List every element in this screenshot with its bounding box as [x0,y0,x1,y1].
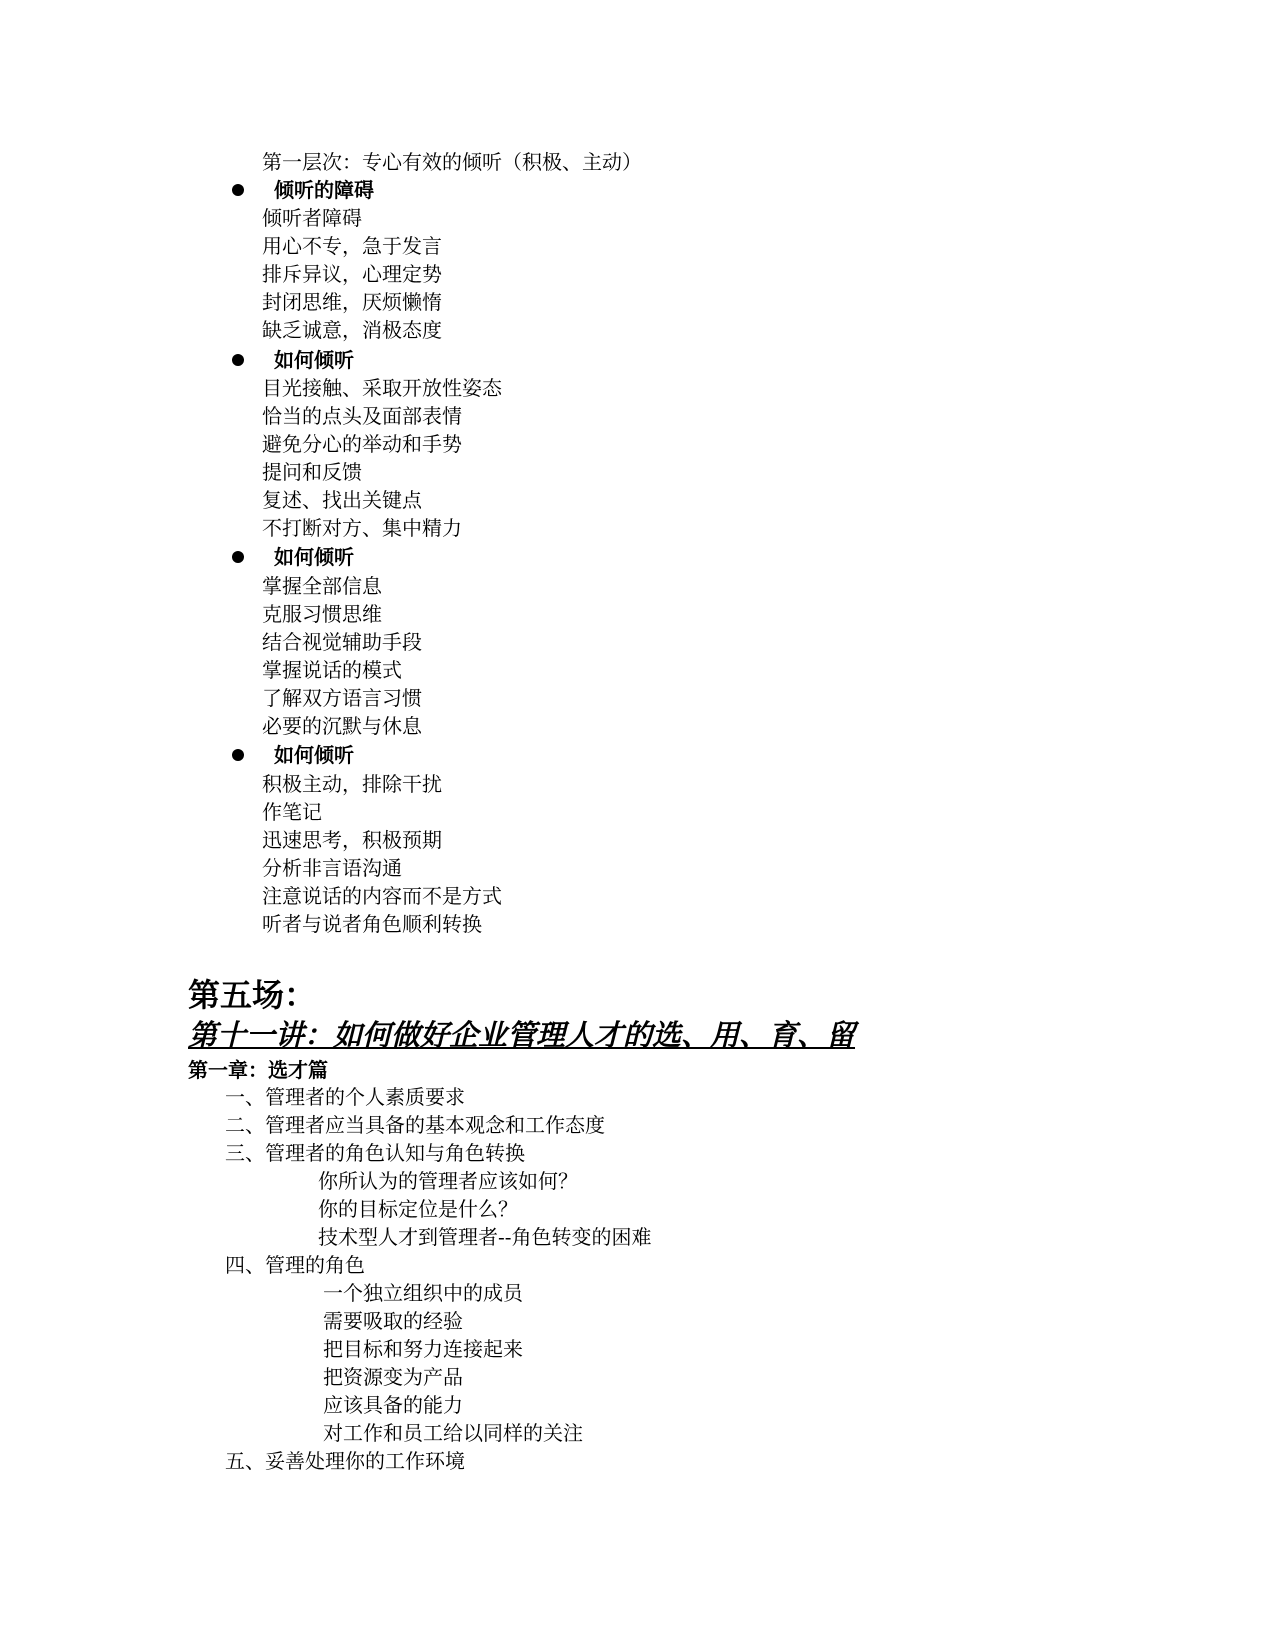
list-item: 了解双方语言习惯 [262,686,422,710]
outline-point: 二、管理者应当具备的基本观念和工作态度 [225,1113,605,1137]
list-item: 目光接触、采取开放性姿态 [262,376,502,400]
list-item: 作笔记 [262,800,322,824]
list-item: 避免分心的举动和手势 [262,432,462,456]
list-item: 分析非言语沟通 [262,856,402,880]
chapter-heading: 第一章：选才篇 [188,1058,328,1082]
outline-subpoint: 需要吸取的经验 [323,1309,463,1333]
list-item: 用心不专，急于发言 [262,234,442,258]
list-item: 排斥异议，心理定势 [262,262,442,286]
list-item: 听者与说者角色顺利转换 [262,912,482,936]
section-heading: 倾听的障碍 [232,176,374,204]
bullet-icon [232,184,244,196]
list-item: 结合视觉辅助手段 [262,630,422,654]
list-item: 倾听者障碍 [262,206,362,230]
list-item: 复述、找出关键点 [262,488,422,512]
bullet-icon [232,749,244,761]
outline-subpoint: 对工作和员工给以同样的关注 [323,1421,583,1445]
list-item: 克服习惯思维 [262,602,382,626]
outline-subpoint: 把目标和努力连接起来 [323,1337,523,1361]
list-item: 迅速思考，积极预期 [262,828,442,852]
section-heading: 如何倾听 [232,543,354,571]
outline-point: 四、管理的角色 [225,1253,365,1277]
outline-point: 五、妥善处理你的工作环境 [225,1449,465,1473]
section-heading: 如何倾听 [232,346,354,374]
list-item: 封闭思维，厌烦懒惰 [262,290,442,314]
list-item: 必要的沉默与休息 [262,714,422,738]
bullet-icon [232,551,244,563]
list-item: 注意说话的内容而不是方式 [262,884,502,908]
outline-subpoint: 技术型人才到管理者--角色转变的困难 [318,1225,652,1249]
outline-point: 一、管理者的个人素质要求 [225,1085,465,1109]
outline-subpoint: 你所认为的管理者应该如何？ [318,1169,578,1193]
list-item: 恰当的点头及面部表情 [262,404,462,428]
outline-point: 三、管理者的角色认知与角色转换 [225,1141,525,1165]
intro-line: 第一层次：专心有效的倾听（积极、主动） [262,150,642,174]
list-item: 掌握说话的模式 [262,658,402,682]
session-title: 第五场： [188,976,317,1014]
list-item: 提问和反馈 [262,460,362,484]
list-item: 不打断对方、集中精力 [262,516,462,540]
outline-subpoint: 应该具备的能力 [323,1393,463,1417]
list-item: 积极主动，排除干扰 [262,772,442,796]
list-item: 掌握全部信息 [262,574,382,598]
section-heading: 如何倾听 [232,741,354,769]
bullet-icon [232,354,244,366]
outline-subpoint: 一个独立组织中的成员 [323,1281,523,1305]
list-item: 缺乏诚意，消极态度 [262,318,442,342]
outline-subpoint: 把资源变为产品 [323,1365,463,1389]
outline-subpoint: 你的目标定位是什么？ [318,1197,518,1221]
lecture-title: 第十一讲：如何做好企业管理人才的选、用、育、留 [188,1018,856,1052]
